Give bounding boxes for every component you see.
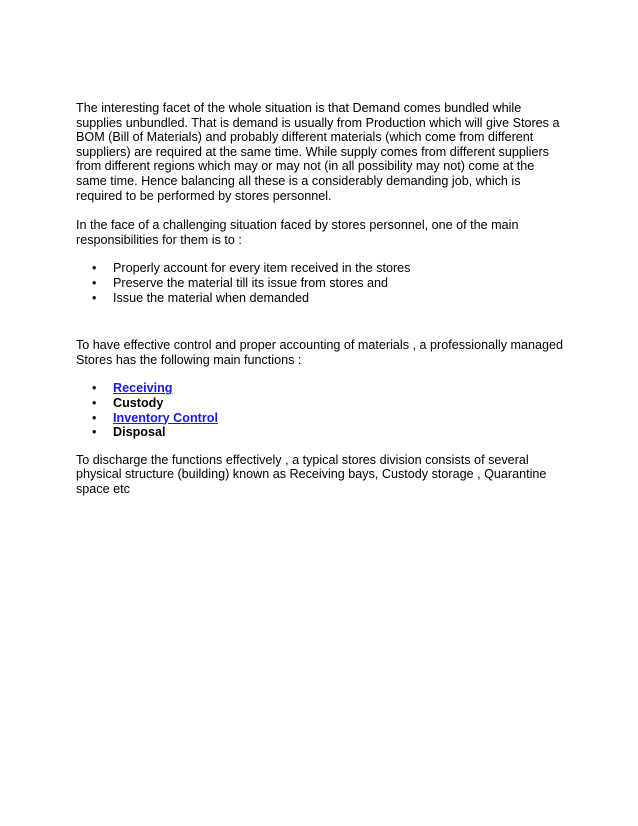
list-item [76,425,576,440]
intro-paragraph [76,101,576,203]
discharge-line: To discharge the functions effectively , a typical stores division consists of several [76,452,529,467]
list-item-text: Properly account for every item received in the stores [113,261,411,276]
inventory-control-link[interactable]: Inventory Control [113,410,218,425]
disposal-label: Disposal [113,425,166,440]
discharge-line: space etc [76,481,130,496]
list-item [76,261,576,276]
intro-line: suppliers) are required at the same time. While supply comes from different suppliers [76,144,549,159]
bullet-icon: • [92,410,97,425]
intro-line: from different regions which may or may not (in all possibility may not) come at the [76,159,535,174]
bullet-icon: • [92,425,97,440]
receiving-link[interactable]: Receiving [113,381,173,396]
functions-line: To have effective control and proper accounting of materials , a professionally managed [76,338,564,353]
list-item [76,291,576,306]
intro-line: The interesting facet of the whole situation is that Demand comes bundled while [76,101,522,115]
list-item-text: Issue the material when demanded [113,290,310,305]
discharge-line: physical structure (building) known as Receiving bays, Custody storage , Quarantine [76,467,547,482]
responsibilities-list [76,261,576,305]
intro-line: same time. Hence balancing all these is a considerably demanding job, which is [76,173,521,188]
intro-line: BOM (Bill of Materials) and probably different materials (which come from different [76,130,534,145]
bullet-icon: • [92,290,97,305]
list-item [76,276,576,291]
custody-label: Custody [113,395,164,410]
list-item [76,411,576,426]
bullet-icon: • [92,261,97,276]
discharge-paragraph [76,453,576,497]
bullet-icon: • [92,395,97,410]
functions-line: Stores has the following main functions : [76,352,302,367]
list-item [76,381,576,396]
bullet-icon: • [92,381,97,396]
bullet-icon: • [92,275,97,290]
list-item-text: Preserve the material till its issue from stores and [113,275,389,290]
responsibilities-paragraph [76,218,576,247]
list-item [76,396,576,411]
responsibilities-line: responsibilities for them is to : [76,232,242,247]
responsibilities-line: In the face of a challenging situation faced by stores personnel, one of the main [76,218,519,233]
functions-paragraph [76,338,576,367]
functions-list [76,381,576,439]
document-body [76,101,576,496]
intro-line: required to be performed by stores personnel. [76,188,332,203]
intro-line: supplies unbundled. That is demand is usually from Production which will give Stores a [76,115,560,130]
